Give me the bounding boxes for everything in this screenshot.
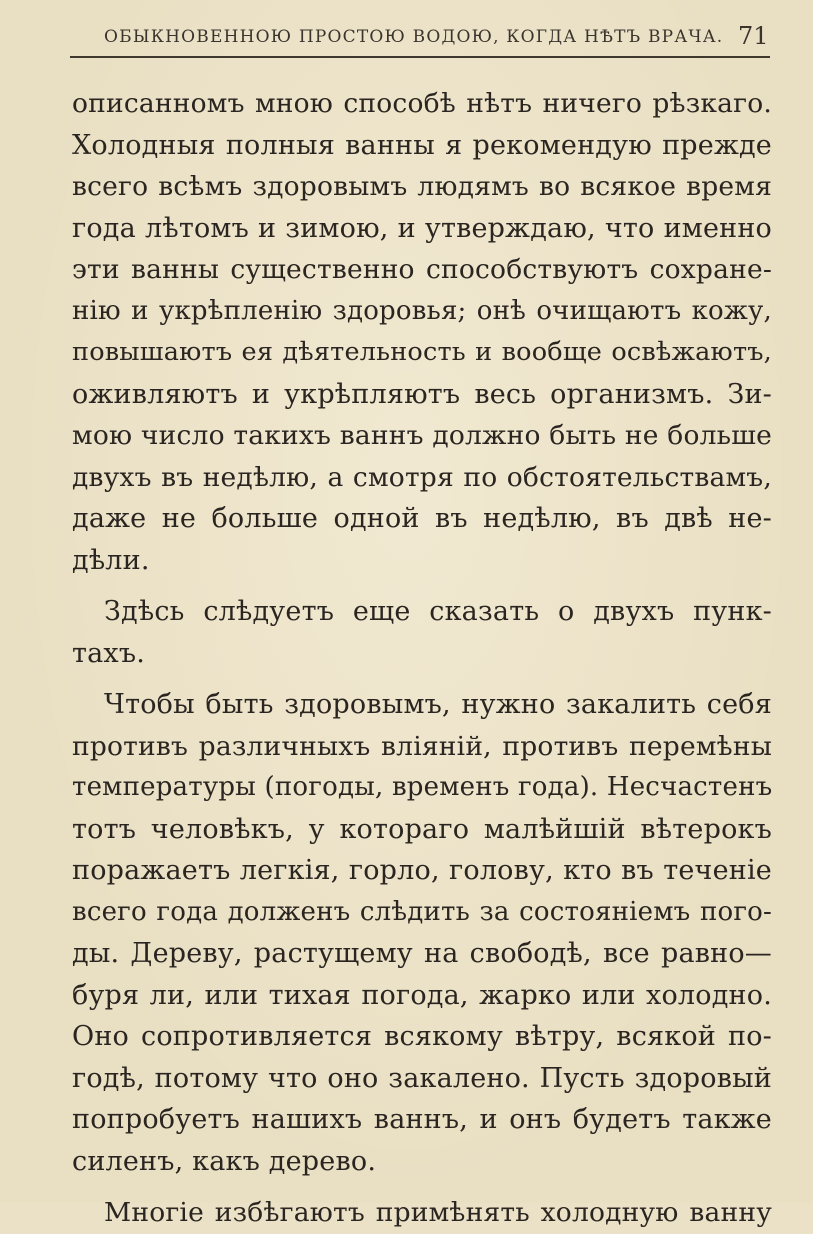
text-line: попробуетъ нашихъ ваннъ, и онъ будетъ также <box>72 1104 772 1135</box>
body-text <box>72 83 772 1234</box>
text-line: ды. Дереву, растущему на свободѣ, все равно— <box>72 938 772 969</box>
text-line: дѣли. <box>72 544 150 576</box>
running-head: ОБЫКНОВЕННОЮ ПРОСТОЮ ВОДОЮ, КОГДА НѢТЪ ВРАЧА. <box>104 27 724 47</box>
paragraph <box>72 83 772 581</box>
text-line: тотъ человѣкъ, у котораго малѣйшій вѣтерокъ <box>72 813 772 845</box>
text-line: силенъ, какъ дерево. <box>72 1145 377 1177</box>
text-line: года лѣтомъ и зимою, и утверждаю, что именно <box>72 212 772 244</box>
text-line: Оно сопротивляется всякому вѣтру, всякой по- <box>72 1021 772 1052</box>
text-line: всего года долженъ слѣдить за состояніемъ пого- <box>72 896 772 927</box>
text-line: Многіе избѣгаютъ примѣнять холодную ванну <box>104 1197 772 1228</box>
text-line: повышаютъ ея дѣятельность и вообще освѣжаютъ, <box>72 337 772 367</box>
text-line: тахъ. <box>72 637 146 669</box>
text-line: Чтобы быть здоровымъ, нужно закалить себя <box>104 689 772 720</box>
text-line: годѣ, потому что оно закалено. Пусть здоровый <box>72 1062 772 1094</box>
paragraph <box>72 1192 772 1234</box>
text-line: эти ванны существенно способствуютъ сохране- <box>72 254 772 285</box>
text-line: противъ различныхъ вліяній, противъ перемѣны <box>72 730 772 762</box>
text-line: нію и укрѣпленію здоровья; онѣ очищаютъ кожу, <box>72 295 772 326</box>
text-line: Здѣсь слѣдуетъ еще сказать о двухъ пунк- <box>104 596 772 627</box>
text-line: всего всѣмъ здоровымъ людямъ во всякое время <box>72 171 772 202</box>
text-line: описанномъ мною способѣ нѣтъ ничего рѣзкаго. <box>72 88 772 119</box>
text-line: буря ли, или тихая погода, жарко или холодно. <box>72 979 772 1011</box>
text-line: Холодныя полныя ванны я рекомендую прежде <box>72 129 772 161</box>
text-line: температуры (погоды, временъ года). Несчастенъ <box>72 772 773 802</box>
paragraph <box>72 684 772 1182</box>
text-line: оживляютъ и укрѣпляютъ весь организмъ. Зи- <box>72 378 772 410</box>
text-line: поражаетъ легкія, горло, голову, кто въ теченіе <box>72 855 772 886</box>
paragraph <box>72 591 772 674</box>
header-rule <box>70 56 770 58</box>
text-line: даже не больше одной въ недѣлю, въ двѣ не- <box>72 503 772 534</box>
page-number: 71 <box>738 22 769 50</box>
text-line: двухъ въ недѣлю, а смотря по обстоятельствамъ, <box>72 461 772 493</box>
text-line: мою число такихъ ваннъ должно быть не больше <box>72 420 772 451</box>
